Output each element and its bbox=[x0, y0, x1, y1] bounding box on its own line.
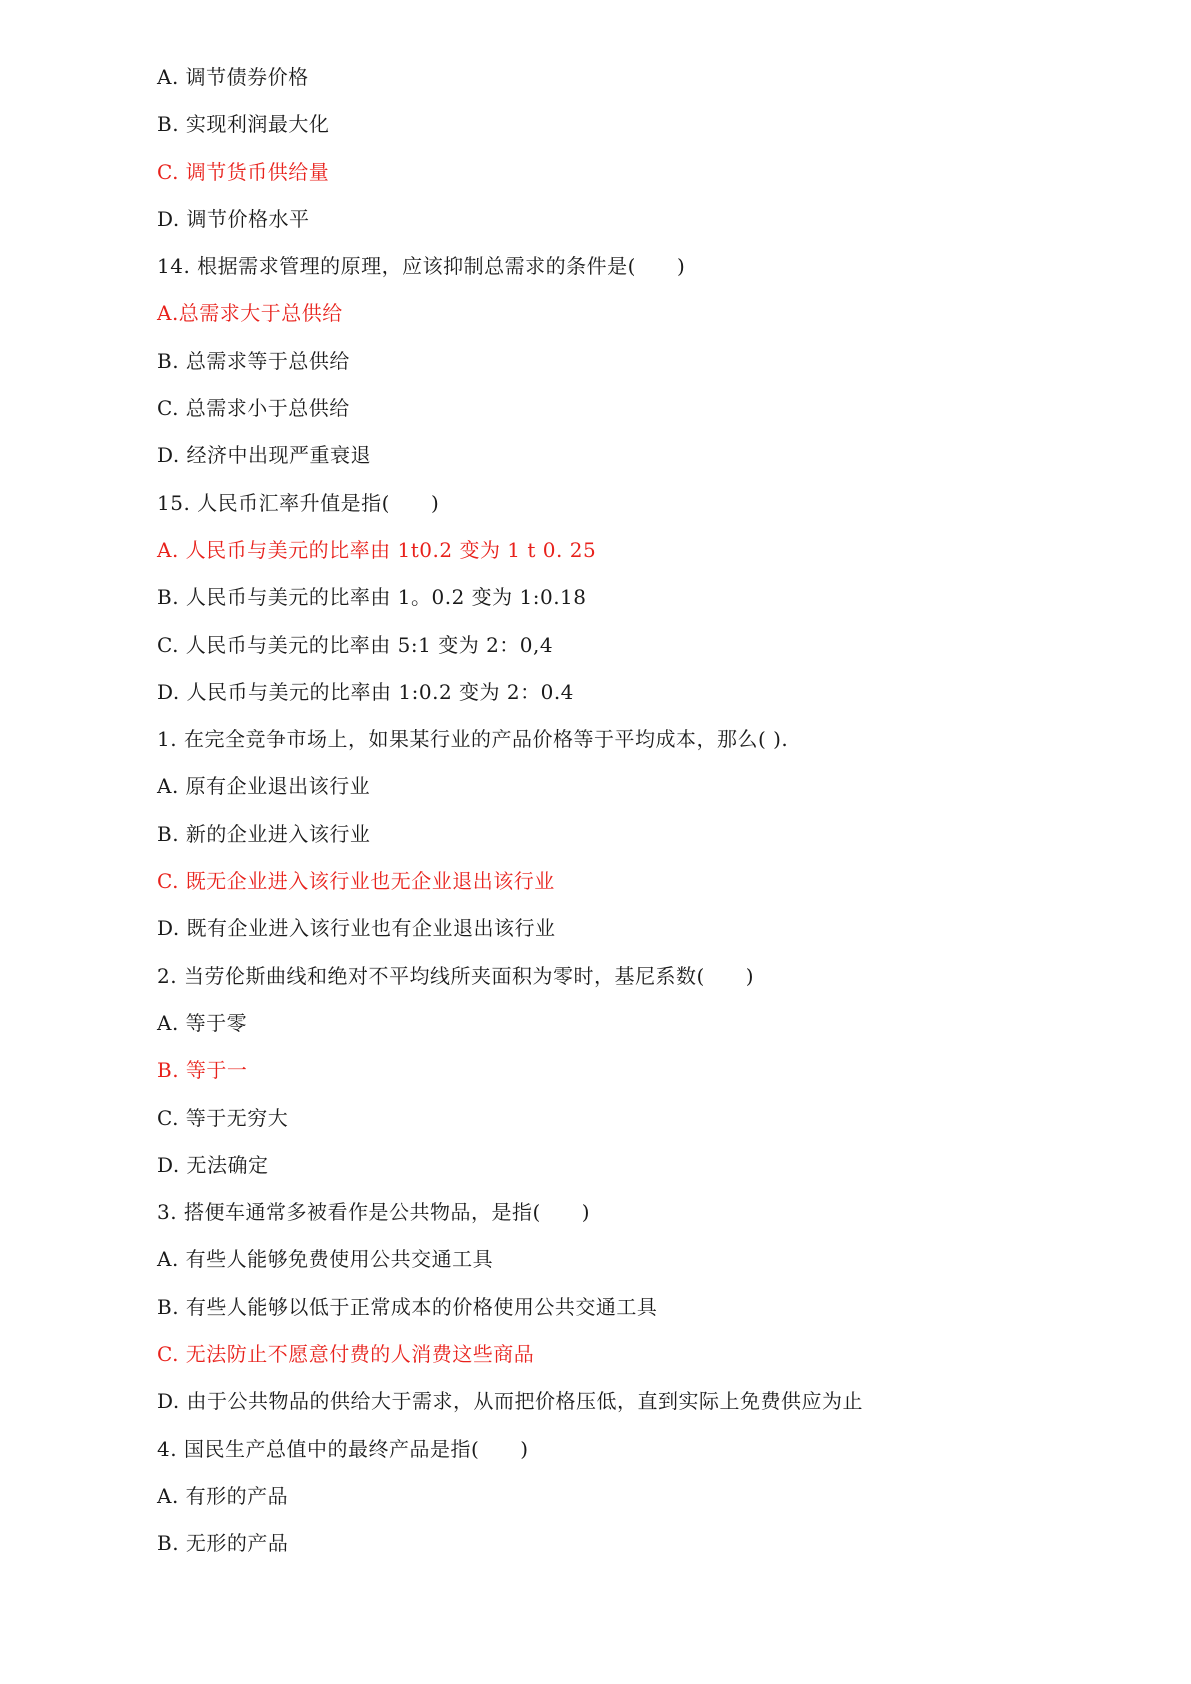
option-line: B. 新的企业进入该行业 bbox=[157, 821, 371, 846]
question-line: 3. 搭便车通常多被看作是公共物品，是指( ) bbox=[157, 1200, 591, 1225]
answer-line: C. 调节货币供给量 bbox=[157, 159, 330, 184]
answer-line: A.总需求大于总供给 bbox=[157, 301, 343, 326]
option-line: B. 有些人能够以低于正常成本的价格使用公共交通工具 bbox=[157, 1294, 658, 1319]
answer-line: C. 既无企业进入该行业也无企业退出该行业 bbox=[157, 869, 555, 894]
option-line: D. 既有企业进入该行业也有企业退出该行业 bbox=[157, 916, 556, 941]
answer-line: C. 无法防止不愿意付费的人消费这些商品 bbox=[157, 1342, 535, 1367]
option-line: D. 人民币与美元的比率由 1:0.2 变为 2：0.4 bbox=[157, 679, 574, 704]
question-line: 15. 人民币汇率升值是指( ) bbox=[157, 490, 440, 515]
option-line: A. 有些人能够免费使用公共交通工具 bbox=[157, 1247, 494, 1272]
option-line: A. 等于零 bbox=[157, 1010, 248, 1035]
question-line: 1. 在完全竞争市场上，如果某行业的产品价格等于平均成本，那么( ). bbox=[157, 727, 789, 752]
answer-line: B. 等于一 bbox=[157, 1058, 248, 1083]
option-line: D. 经济中出现严重衰退 bbox=[157, 443, 372, 468]
option-line: B. 总需求等于总供给 bbox=[157, 348, 350, 373]
option-line: A. 原有企业退出该行业 bbox=[157, 774, 371, 799]
option-line: C. 总需求小于总供给 bbox=[157, 396, 350, 421]
option-line: A. 调节债券价格 bbox=[157, 65, 309, 89]
question-line: 14. 根据需求管理的原理，应该抑制总需求的条件是( ) bbox=[157, 254, 686, 279]
option-line: D. 无法确定 bbox=[157, 1152, 269, 1177]
option-line: D. 调节价格水平 bbox=[157, 206, 310, 231]
question-line: 4. 国民生产总值中的最终产品是指( ) bbox=[157, 1436, 529, 1461]
option-line: B. 实现利润最大化 bbox=[157, 112, 330, 137]
option-line: B. 人民币与美元的比率由 1。0.2 变为 1:0.18 bbox=[157, 585, 587, 610]
answer-line: A. 人民币与美元的比率由 1t0.2 变为 1 t 0. 25 bbox=[157, 537, 597, 562]
option-line: C. 等于无穷大 bbox=[157, 1105, 289, 1130]
option-line: B. 无形的产品 bbox=[157, 1531, 289, 1556]
question-list bbox=[157, 62, 1117, 1576]
option-line: A. 有形的产品 bbox=[157, 1483, 289, 1508]
option-line: D. 由于公共物品的供给大于需求，从而把价格压低，直到实际上免费供应为止 bbox=[157, 1389, 864, 1414]
option-line: C. 人民币与美元的比率由 5:1 变为 2：0,4 bbox=[157, 632, 554, 657]
question-line: 2. 当劳伦斯曲线和绝对不平均线所夹面积为零时，基尼系数( ) bbox=[157, 963, 755, 988]
